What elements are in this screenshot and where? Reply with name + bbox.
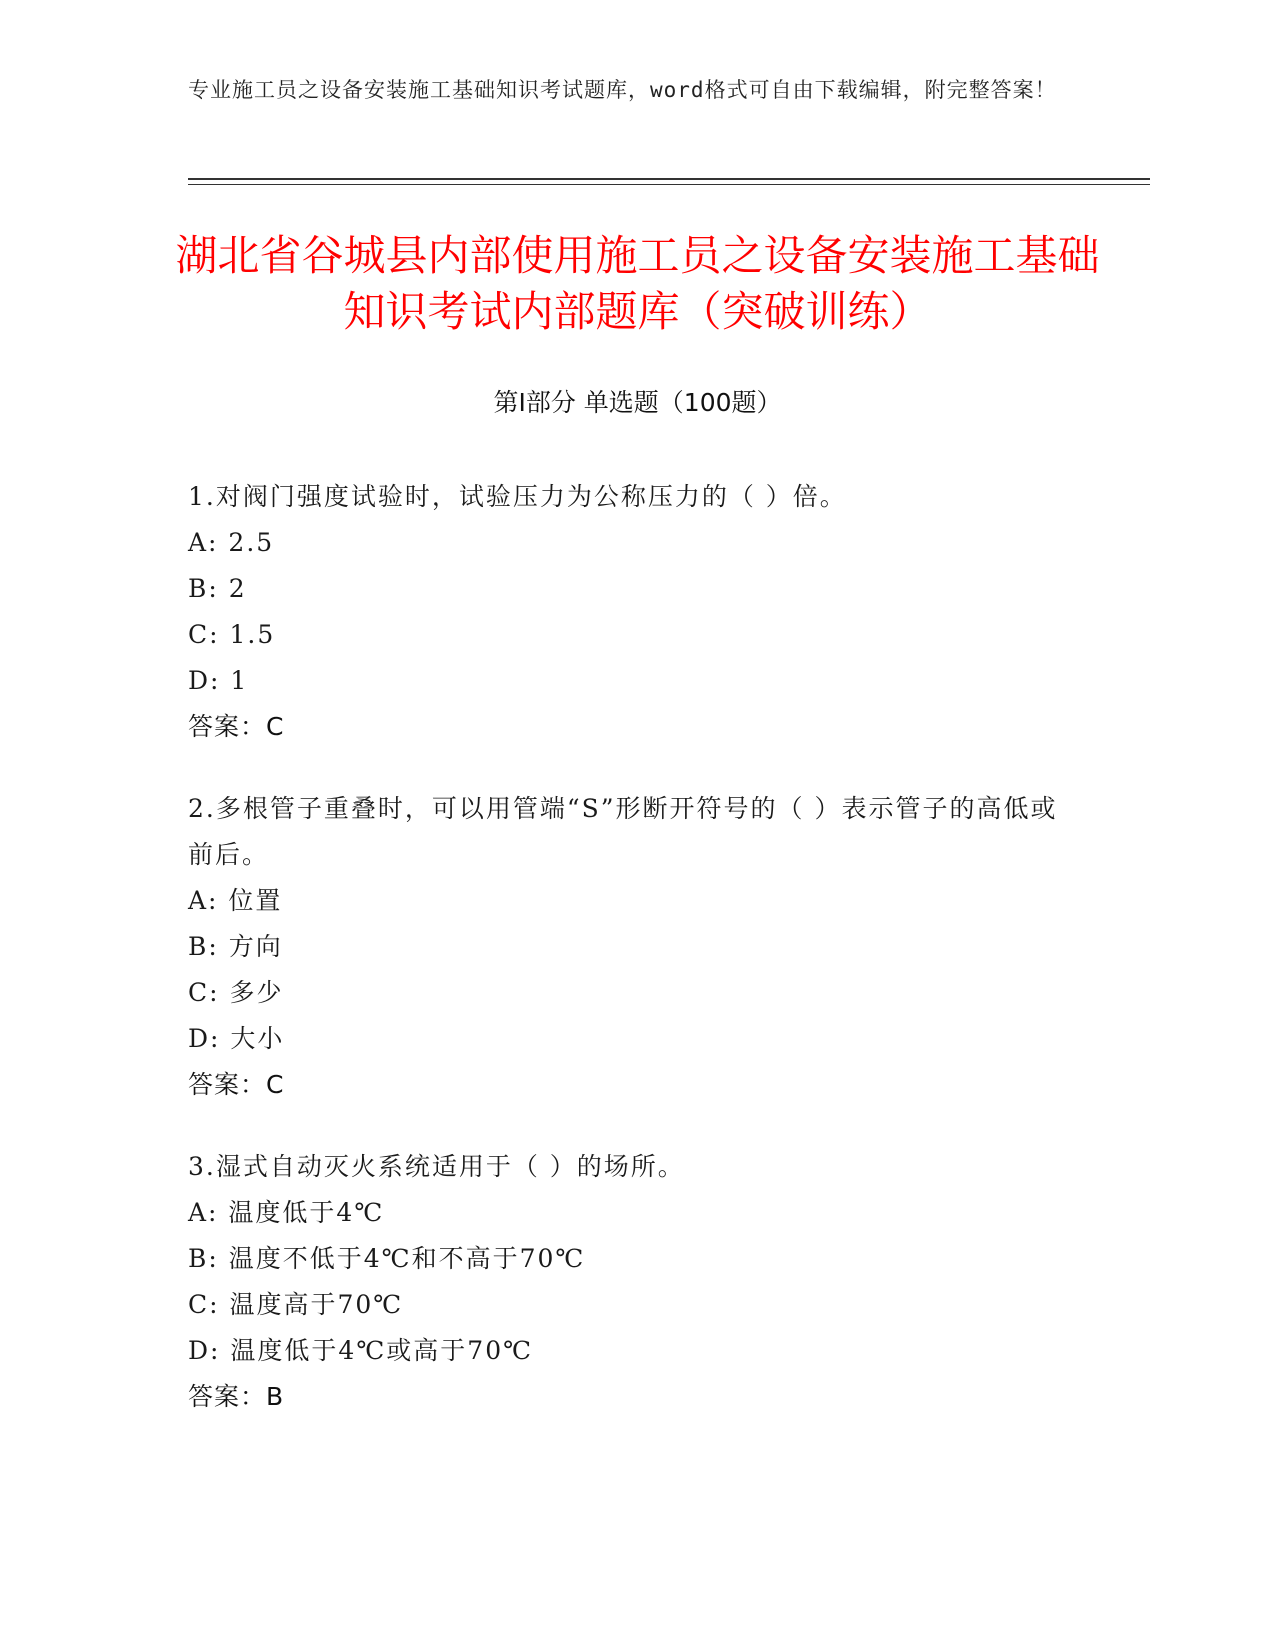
option-b: B: 2 bbox=[188, 574, 247, 603]
option-d: D: 1 bbox=[188, 666, 249, 695]
question-item bbox=[188, 786, 1068, 1108]
question-item bbox=[188, 474, 1068, 750]
option-c: C: 多少 bbox=[188, 978, 284, 1007]
answer-text: 答案：B bbox=[188, 1382, 285, 1411]
question-list bbox=[188, 474, 1068, 1456]
answer-text: 答案：C bbox=[188, 1070, 285, 1099]
section-title: 第I部分 单选题（100题） bbox=[493, 388, 782, 417]
header-note: 专业施工员之设备安装施工基础知识考试题库，word格式可自由下载编辑，附完整答案！ bbox=[188, 78, 1057, 102]
option-a: A: 温度低于4℃ bbox=[188, 1198, 385, 1227]
header-divider-thin bbox=[188, 184, 1150, 185]
option-c: C: 温度高于70℃ bbox=[188, 1290, 404, 1319]
option-d: D: 大小 bbox=[188, 1024, 285, 1053]
option-b: B: 方向 bbox=[188, 932, 283, 961]
question-stem: 2.多根管子重叠时，可以用管端“S”形断开符号的（ ）表示管子的高低或前后。 bbox=[188, 794, 1058, 869]
option-c: C: 1.5 bbox=[188, 620, 276, 649]
document-title: 湖北省谷城县内部使用施工员之设备安装施工基础知识考试内部题库（突破训练） bbox=[175, 231, 1100, 336]
option-b: B: 温度不低于4℃和不高于70℃ bbox=[188, 1244, 586, 1273]
header-divider bbox=[188, 178, 1150, 180]
question-item bbox=[188, 1144, 1068, 1420]
question-stem: 1.对阀门强度试验时，试验压力为公称压力的（ ）倍。 bbox=[188, 482, 847, 511]
question-stem: 3.湿式自动灭火系统适用于（ ）的场所。 bbox=[188, 1152, 685, 1181]
option-d: D: 温度低于4℃或高于70℃ bbox=[188, 1336, 534, 1365]
option-a: A: 2.5 bbox=[188, 528, 275, 557]
option-a: A: 位置 bbox=[188, 886, 283, 915]
answer-text: 答案：C bbox=[188, 712, 285, 741]
